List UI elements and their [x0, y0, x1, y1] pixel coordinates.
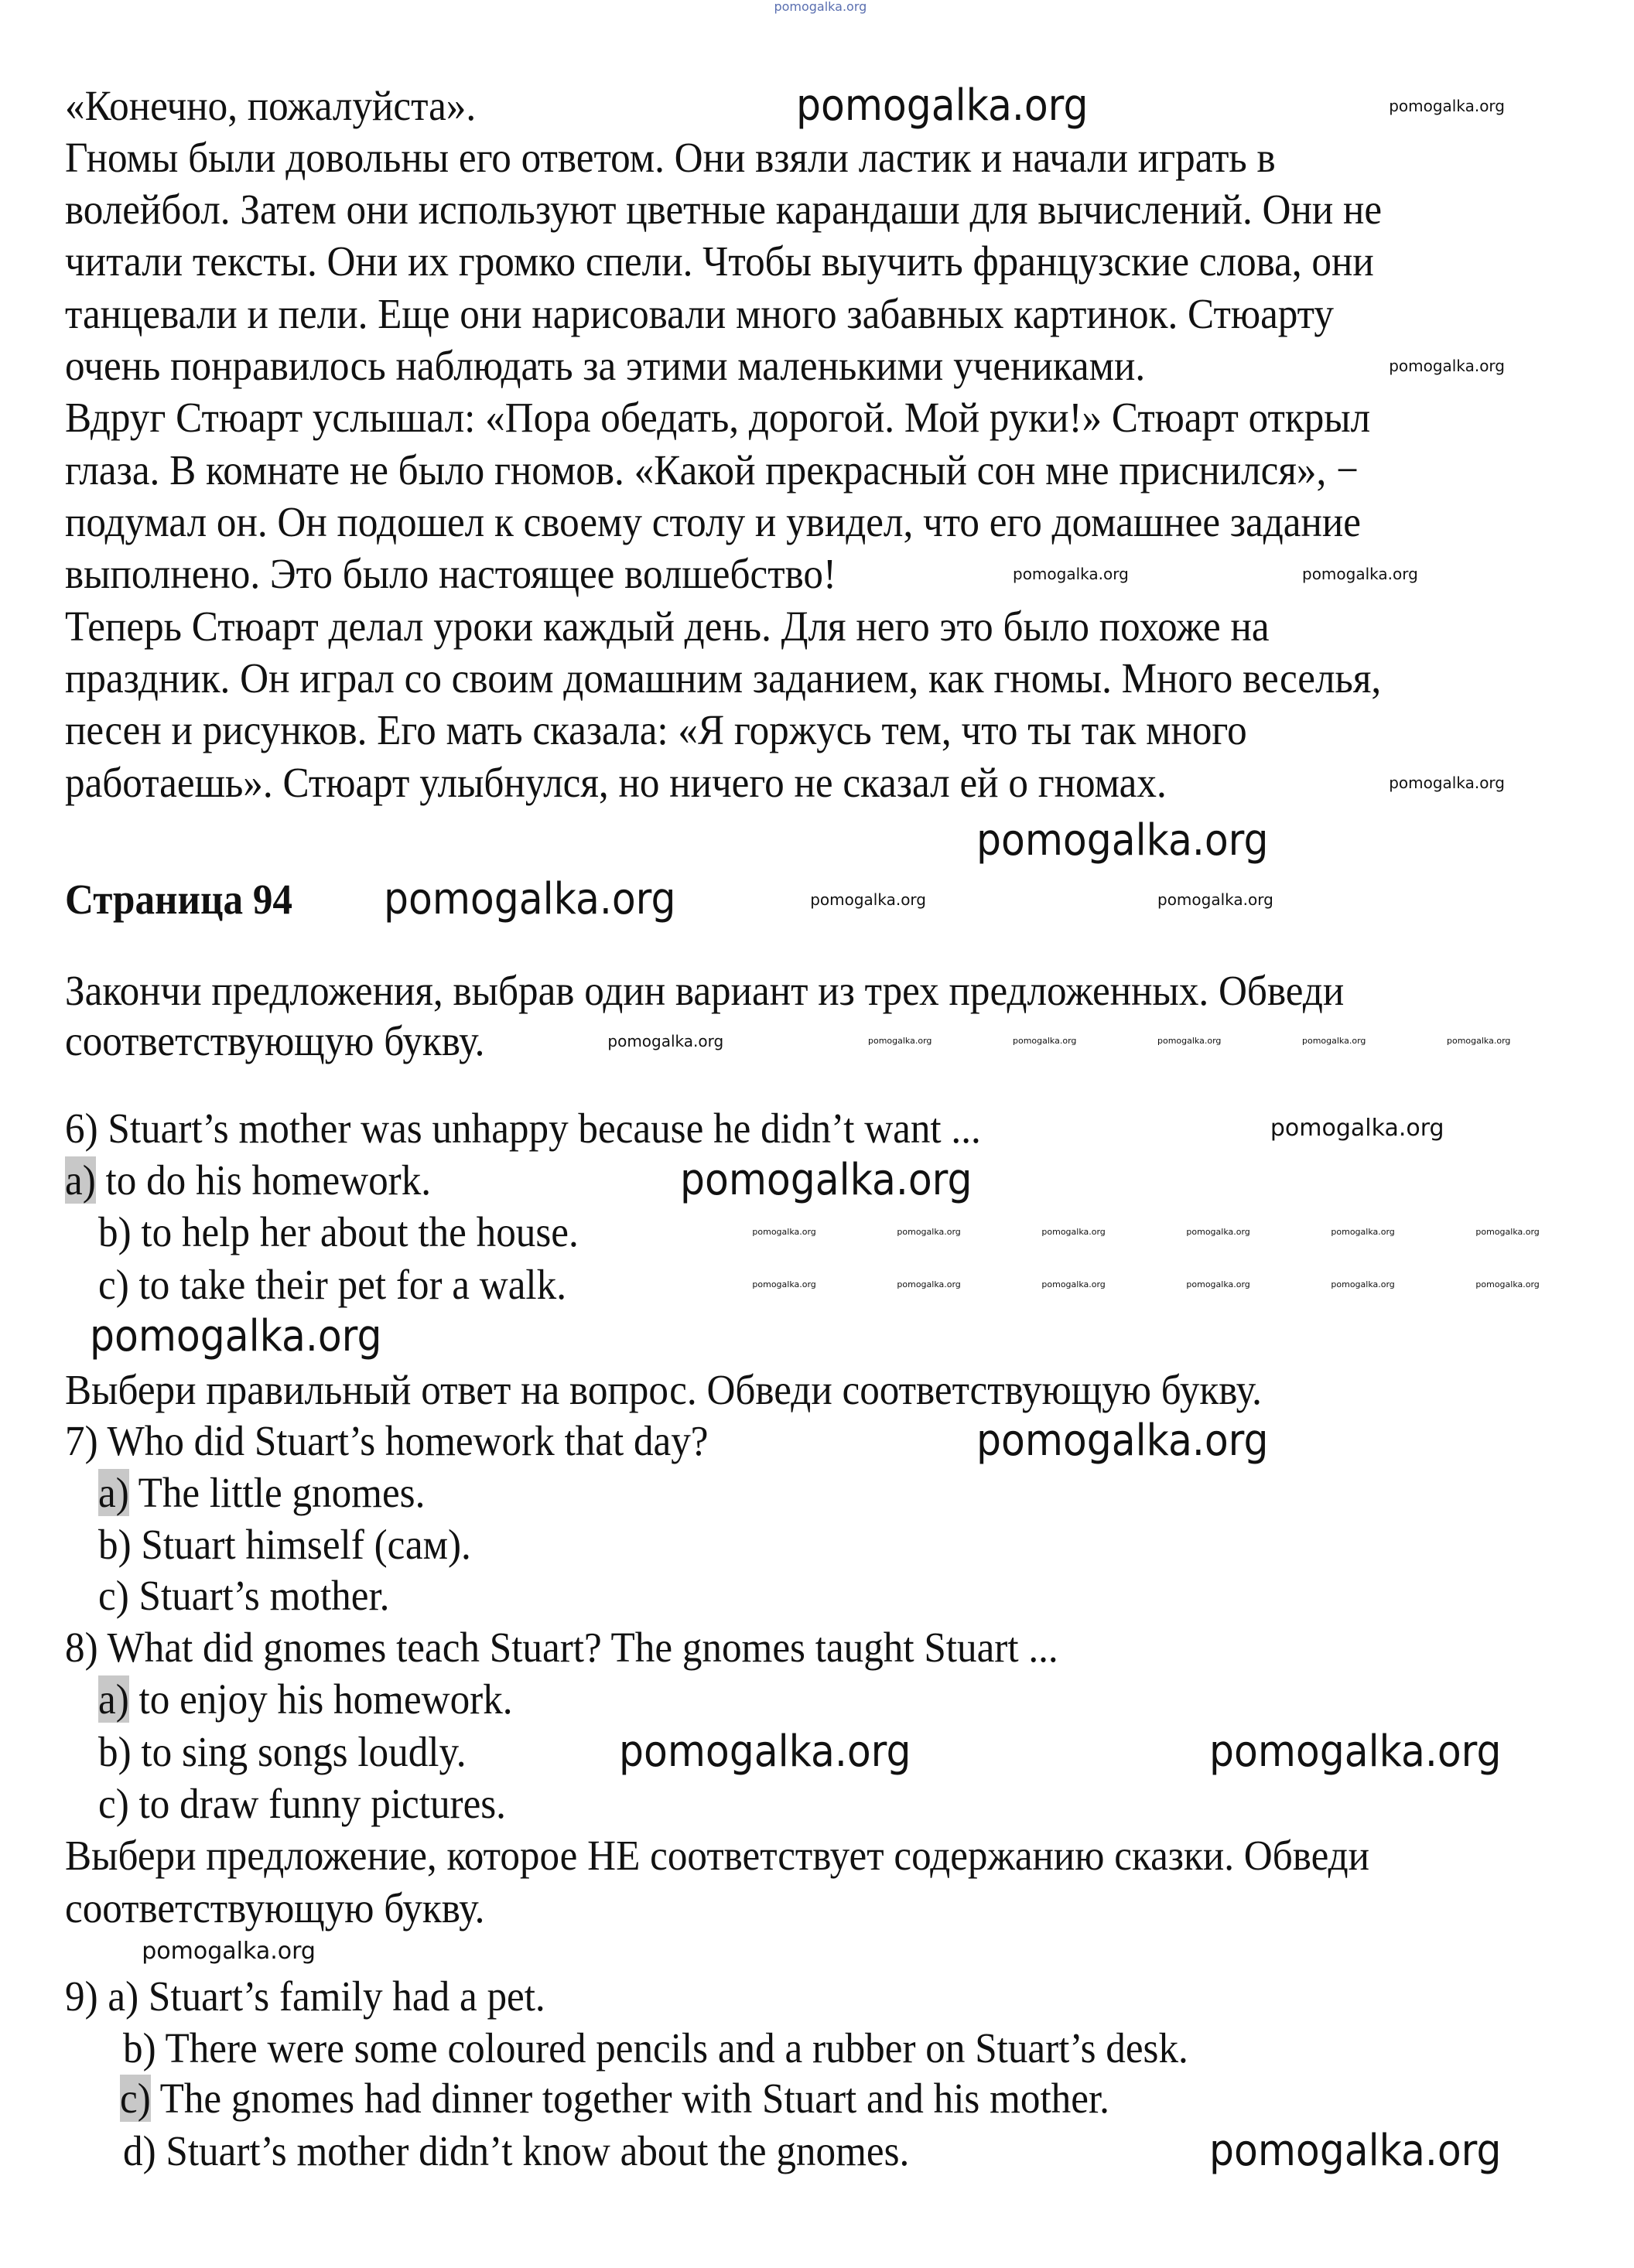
story-line: волейбол. Затем они используют цветные карандаши для вычислений. Они не [65, 186, 1383, 234]
line-text: b) to sing songs loudly. [98, 1727, 467, 1775]
watermark: pomogalka.org [142, 1938, 316, 1965]
watermark: pomogalka.org [1209, 2125, 1502, 2176]
story-line: подумал он. Он подошел к своему столу и увидел, что его домашнее задание [65, 498, 1361, 546]
watermark: pomogalka.org [868, 1036, 932, 1047]
exercise-line [65, 1364, 1262, 1416]
exercise-line [123, 2022, 1188, 2074]
watermark: pomogalka.org [897, 1227, 961, 1238]
line-text: to do his homework. [95, 1156, 432, 1204]
line-text: Выбери правильный ответ на вопрос. Обведи соответствующую букву. [65, 1366, 1263, 1414]
watermark: pomogalka.org [1475, 1227, 1540, 1238]
answer-highlight: a) [98, 1468, 129, 1516]
line-text: The little gnomes. [128, 1468, 426, 1516]
watermark: pomogalka.org [752, 1279, 816, 1289]
exercise-line [65, 1415, 709, 1467]
watermark: pomogalka.org [607, 1032, 724, 1051]
exercise-line [65, 1829, 1369, 1881]
story-line: «Конечно, пожалуйста». [65, 81, 477, 129]
exercise-line [65, 965, 1344, 1016]
selected-answer-line [65, 1154, 431, 1206]
story-line: выполнено. Это было настоящее волшебство! [65, 550, 836, 598]
exercise-line [98, 1569, 389, 1621]
exercise-line [98, 1518, 471, 1570]
watermark: pomogalka.org [1331, 1279, 1395, 1289]
exercise-line [65, 1015, 484, 1067]
watermark: pomogalka.org [1270, 1114, 1444, 1142]
exercise-line [65, 1970, 545, 2022]
line-text: 9) a) Stuart’s family had a pet. [65, 1972, 545, 2020]
line-text: 7) Who did Stuart’s homework that day? [65, 1416, 709, 1464]
watermark: pomogalka.org [1209, 1726, 1502, 1777]
exercise-line [98, 1206, 579, 1258]
watermark: pomogalka.org [810, 890, 926, 910]
watermark: pomogalka.org [1157, 1036, 1222, 1047]
line-text: c) to draw funny pictures. [98, 1779, 507, 1827]
line-text: 6) Stuart’s mother was unhappy because he didn’t want ... [65, 1104, 981, 1152]
watermark: pomogalka.org [1331, 1227, 1395, 1238]
watermark: pomogalka.org [795, 80, 1089, 131]
line-text: соответствующую букву. [65, 1884, 485, 1932]
selected-answer-line [120, 2072, 1109, 2124]
watermark: pomogalka.org [1302, 1036, 1366, 1047]
line-text: Закончи предложения, выбрав один вариант из трех предложенных. Обведи [65, 966, 1345, 1014]
exercise-line [98, 1778, 506, 1829]
line-text: соответствующую букву. [65, 1017, 485, 1065]
watermark: pomogalka.org [774, 0, 867, 15]
line-text: b) to help her about the house. [98, 1208, 579, 1256]
watermark: pomogalka.org [1302, 565, 1418, 584]
answer-highlight: a) [98, 1675, 129, 1723]
story-line: танцевали и пели. Еще они нарисовали много забавных картинок. Стюарту [65, 289, 1334, 337]
watermark: pomogalka.org [1013, 1036, 1077, 1047]
watermark: pomogalka.org [383, 874, 676, 925]
watermark: pomogalka.org [1157, 890, 1273, 910]
watermark: pomogalka.org [1041, 1279, 1106, 1289]
line-text: The gnomes had dinner together with Stuart and his mother. [150, 2075, 1110, 2123]
selected-answer-line [98, 1467, 425, 1518]
watermark: pomogalka.org [1041, 1227, 1106, 1238]
watermark: pomogalka.org [1475, 1279, 1540, 1289]
exercise-line [98, 1726, 467, 1778]
watermark: pomogalka.org [897, 1279, 961, 1289]
line-text: to enjoy his homework. [128, 1675, 513, 1723]
answer-highlight: c) [120, 2075, 151, 2123]
line-text: c) Stuart’s mother. [98, 1571, 390, 1619]
line-text: b) There were some coloured pencils and a rubber on Stuart’s desk. [122, 2024, 1188, 2072]
watermark: pomogalka.org [1389, 96, 1505, 115]
line-text: 8) What did gnomes teach Stuart? The gnomes taught Stuart ... [65, 1623, 1058, 1671]
line-text: d) Stuart’s mother didn’t know about the gnomes. [122, 2126, 910, 2174]
answer-highlight: a) [65, 1156, 96, 1204]
selected-answer-line [98, 1673, 513, 1725]
story-line: Теперь Стюарт делал уроки каждый день. Для него это было похоже на [65, 602, 1270, 650]
watermark: pomogalka.org [1389, 773, 1505, 792]
line-text: b) Stuart himself (сам). [98, 1521, 471, 1569]
line-text: c) to take their pet for a walk. [98, 1260, 567, 1308]
watermark: pomogalka.org [976, 1415, 1269, 1466]
watermark: pomogalka.org [1447, 1036, 1511, 1047]
story-line: глаза. В комнате не было гномов. «Какой прекрасный сон мне приснился», − [65, 446, 1359, 494]
watermark: pomogalka.org [1013, 565, 1129, 584]
exercise-line [65, 1621, 1058, 1673]
exercise-line [123, 2125, 909, 2177]
watermark: pomogalka.org [752, 1227, 816, 1238]
story-line: очень понравилось наблюдать за этими маленькими учениками. [65, 342, 1146, 390]
story-line: работаешь». Стюарт улыбнулся, но ничего не сказал ей о гномах. [65, 758, 1167, 806]
story-line: читали тексты. Они их громко спели. Чтобы выучить французские слова, они [65, 237, 1374, 285]
watermark: pomogalka.org [619, 1726, 911, 1777]
watermark: pomogalka.org [1186, 1279, 1250, 1289]
exercise-line [65, 1102, 981, 1154]
story-line: Гномы были довольны его ответом. Они взяли ластик и начали играть в [65, 133, 1276, 181]
watermark: pomogalka.org [1389, 357, 1505, 376]
story-line: песен и рисунков. Его мать сказала: «Я горжусь тем, что ты так много [65, 706, 1247, 754]
exercise-line [98, 1259, 566, 1310]
watermark: pomogalka.org [976, 815, 1269, 866]
watermark: pomogalka.org [1186, 1227, 1250, 1238]
watermark: pomogalka.org [89, 1311, 382, 1362]
line-text: Выбери предложение, которое НЕ соответствует содержанию сказки. Обведи [65, 1832, 1370, 1880]
story-line: праздник. Он играл со своим домашним заданием, как гномы. Много веселья, [65, 654, 1382, 702]
watermark: pomogalka.org [679, 1154, 973, 1205]
story-line: Вдруг Стюарт услышал: «Пора обедать, дорогой. Мой руки!» Стюарт открыл [65, 394, 1371, 442]
page-heading: Страница 94 [65, 876, 292, 923]
exercise-line [65, 1882, 484, 1934]
